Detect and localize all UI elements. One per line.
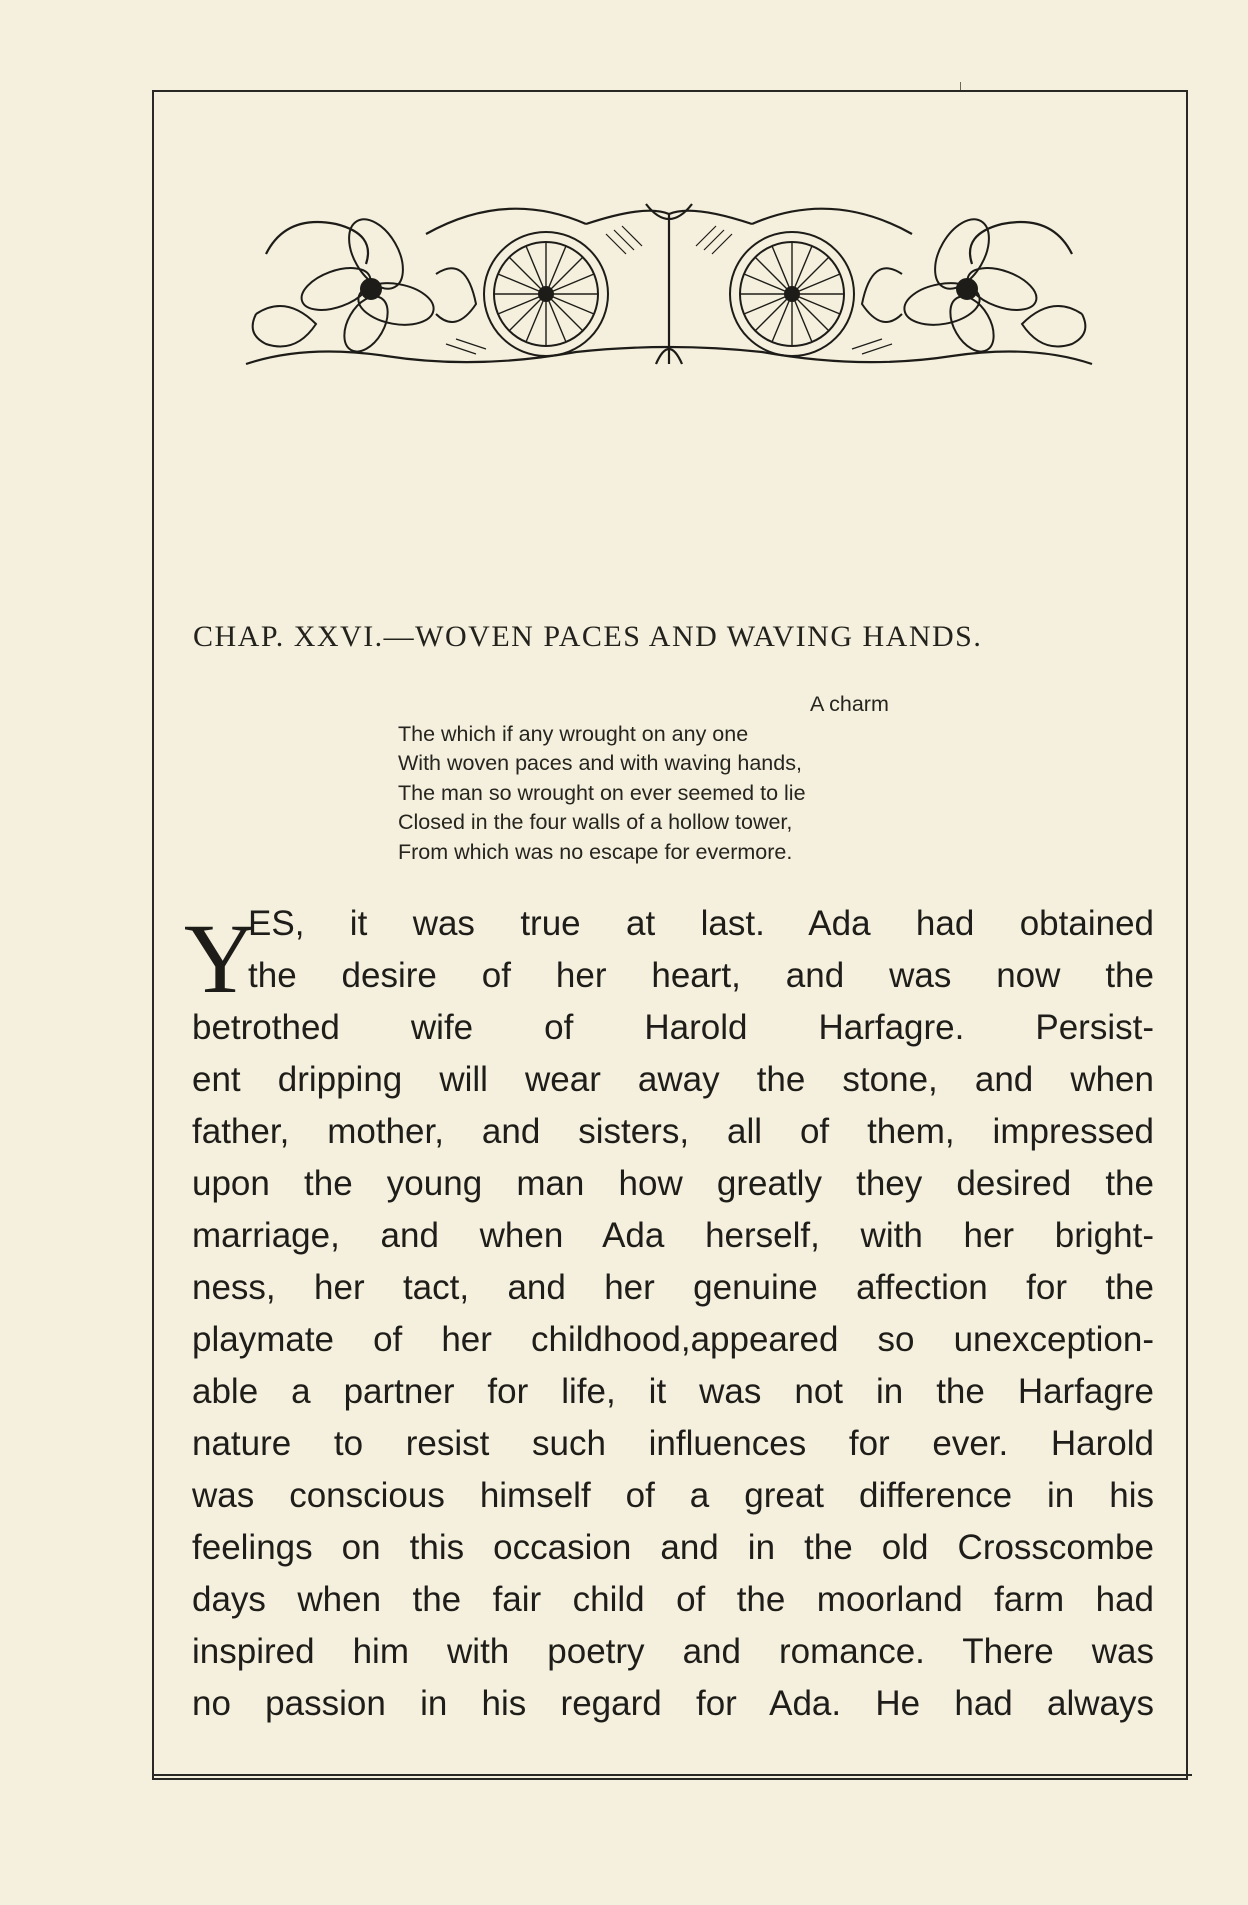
left-flower-icon: [253, 210, 476, 359]
body-line: upon the young man how greatly they desired the: [192, 1164, 1154, 1203]
epigraph: [398, 690, 978, 867]
body-line: father, mother, and sisters, all of them, impressed: [192, 1112, 1154, 1151]
body-line: ent dripping will wear away the stone, and when: [192, 1060, 1154, 1099]
right-rosette-icon: [730, 232, 854, 356]
body-line: feelings on this occasion and in the old Crosscombe: [192, 1528, 1154, 1567]
body-line: ness, her tact, and her genuine affection for the: [192, 1268, 1154, 1307]
body-line: days when the fair child of the moorland farm had: [192, 1580, 1154, 1619]
body-line: betrothed wife of Harold Harfagre. Persist-: [192, 1008, 1154, 1047]
epigraph-line: The man so wrought on ever seemed to lie: [398, 780, 806, 805]
body-line: ES, it was true at last. Ada had obtained: [248, 904, 1154, 943]
body-line: nature to resist such influences for ever. Harold: [192, 1424, 1154, 1463]
body-line: the desire of her heart, and was now the: [248, 956, 1154, 995]
right-flower-icon: [862, 210, 1085, 359]
epigraph-line: From which was no escape for evermore.: [398, 839, 793, 864]
body-line: was conscious himself of a great difference in his: [192, 1476, 1154, 1515]
body-line: inspired him with poetry and romance. There was: [192, 1632, 1154, 1671]
svg-text:Y: Y: [183, 903, 257, 1014]
body-line: playmate of her childhood,appeared so unexception-: [192, 1320, 1154, 1359]
body-line: no passion in his regard for Ada. He had always: [192, 1684, 1154, 1723]
body-text: [192, 898, 1154, 1730]
body-line: marriage, and when Ada herself, with her bright-: [192, 1216, 1154, 1255]
bottom-rule: [152, 1774, 1192, 1776]
floral-headpiece-ornament: [246, 194, 1092, 370]
epigraph-line: With woven paces and with waving hands,: [398, 751, 802, 775]
body-line: able a partner for life, it was not in the Harfagre: [192, 1372, 1154, 1411]
page-edge-mark: [960, 82, 961, 90]
chapter-title: CHAP. XXVI.—WOVEN PACES AND WAVING HANDS.: [193, 620, 983, 653]
epigraph-line: Closed in the four walls of a hollow tower,: [398, 810, 793, 834]
epigraph-line: The which if any wrought on any one: [398, 721, 749, 746]
left-rosette-icon: [484, 232, 608, 356]
epigraph-line: A charm: [810, 692, 889, 716]
